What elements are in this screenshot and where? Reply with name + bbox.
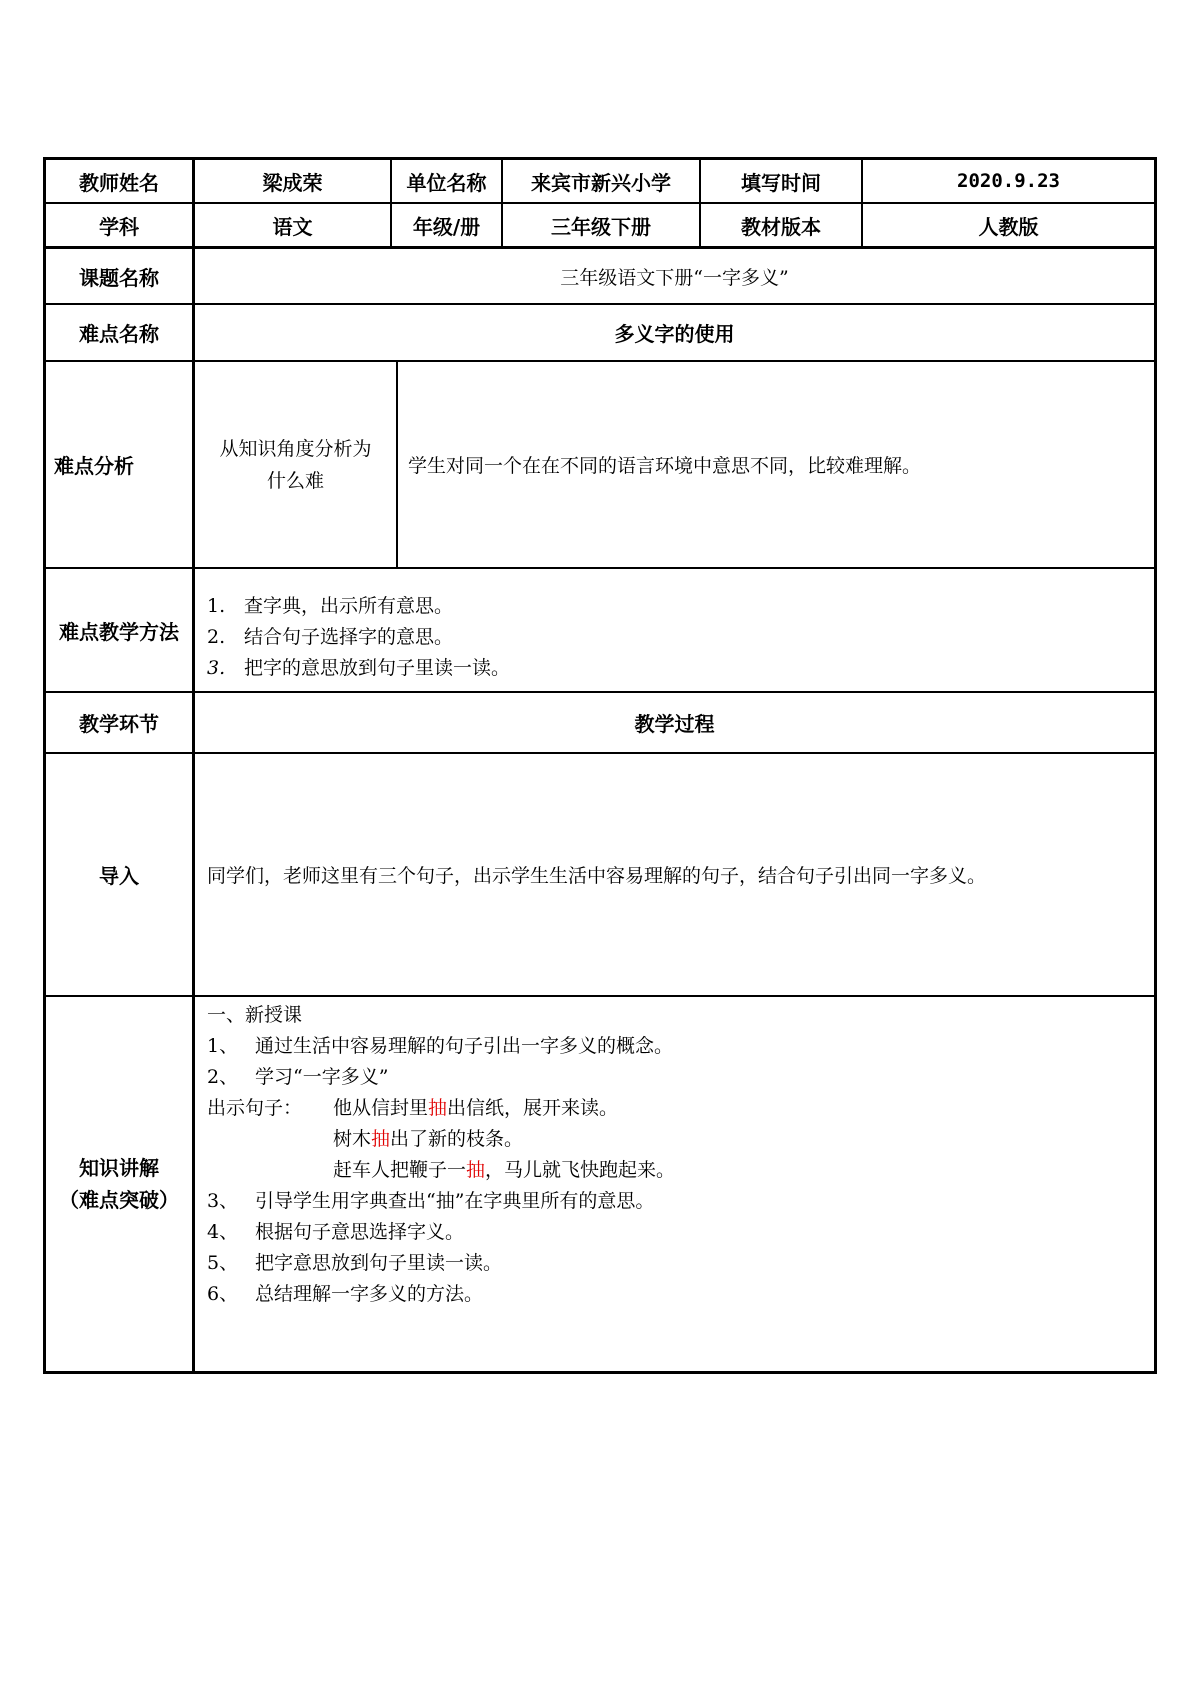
intro-label: 导入 <box>99 864 139 888</box>
method-item-text: 查字典，出示所有意思。 <box>244 595 454 617</box>
analysis-label: 难点分析 <box>54 454 134 478</box>
method-label: 难点教学方法 <box>59 619 179 644</box>
highlight-character: 抽 <box>371 1128 391 1150</box>
example-sentence <box>333 1155 675 1186</box>
grade-label: 年级/册 <box>412 214 481 239</box>
step-text: 学习“一字多义” <box>255 1066 389 1088</box>
step-text: 把字意思放到句子里读一读。 <box>255 1252 503 1274</box>
sentence-text: 他从信封里 <box>333 1097 429 1119</box>
knowledge-step <box>207 1279 483 1310</box>
step-number: 5、 <box>207 1252 239 1274</box>
knowledge-label-line-2: （难点突破） <box>59 1188 179 1212</box>
sentence-text: 赶车人把鞭子一 <box>333 1159 467 1181</box>
method-item-text: 把字的意思放到句子里读一读。 <box>244 657 511 679</box>
difficulty-label: 难点名称 <box>79 322 159 346</box>
knowledge-step <box>207 1031 673 1062</box>
knowledge-step <box>207 1217 464 1248</box>
step-text: 总结理解一字多义的方法。 <box>255 1283 484 1305</box>
method-item-number: 3. <box>207 657 226 679</box>
grade-value: 三年级下册 <box>551 214 651 239</box>
sentence-text: ，马儿就飞快跑起来。 <box>485 1159 676 1181</box>
sentence-text: 出了新的枝条。 <box>390 1128 524 1150</box>
step-text: 引导学生用字典查出“抽”在字典里所有的意思。 <box>255 1190 655 1212</box>
knowledge-step <box>207 1186 654 1217</box>
step-number: 4、 <box>207 1221 239 1243</box>
teacher-name-value: 梁成荣 <box>262 170 323 195</box>
analysis-sub-label-line-2: 什么难 <box>266 469 324 492</box>
sentence-text: 树木 <box>333 1128 372 1150</box>
process-header-value: 教学过程 <box>634 712 715 736</box>
unit-name-label: 单位名称 <box>406 170 487 195</box>
example-sentence <box>333 1124 523 1155</box>
knowledge-heading: 一、新授课 <box>207 1004 303 1026</box>
method-item-text: 结合句子选择字的意思。 <box>244 626 454 648</box>
knowledge-label-line-1: 知识讲解 <box>79 1156 159 1180</box>
method-item-number: 1. <box>207 595 226 617</box>
analysis-value: 学生对同一个在在不同的语言环境中意思不同，比较难理解。 <box>408 455 922 477</box>
step-number: 2、 <box>207 1066 239 1088</box>
knowledge-label <box>46 997 192 1371</box>
step-number: 1、 <box>207 1035 239 1057</box>
highlight-character: 抽 <box>466 1159 486 1181</box>
step-number: 3、 <box>207 1190 239 1212</box>
subject-label: 学科 <box>99 214 139 239</box>
knowledge-step <box>207 1248 502 1279</box>
method-item-number: 2. <box>207 626 226 648</box>
process-stage-label: 教学环节 <box>79 712 159 736</box>
subject-value: 语文 <box>272 214 313 239</box>
highlight-character: 抽 <box>428 1097 448 1119</box>
analysis-sub-label-line-1: 从知识角度分析为 <box>219 437 372 460</box>
method-item <box>207 591 453 622</box>
step-text: 根据句子意思选择字义。 <box>255 1221 465 1243</box>
analysis-sub-label <box>195 362 396 567</box>
edition-label: 教材版本 <box>741 214 821 239</box>
intro-value: 同学们，老师这里有三个句子，出示学生生活中容易理解的句子，结合句子引出同一字多义。 <box>207 865 987 887</box>
step-text: 通过生活中容易理解的句子引出一字多义的概念。 <box>255 1035 674 1057</box>
step-number: 6、 <box>207 1283 239 1305</box>
difficulty-value: 多义字的使用 <box>614 322 735 346</box>
topic-value: 三年级语文下册“一字多义” <box>560 266 789 289</box>
example-sentence <box>333 1093 618 1124</box>
teacher-name-label: 教师姓名 <box>79 170 159 195</box>
unit-name-value: 来宾市新兴小学 <box>531 170 671 195</box>
sentence-label: 出示句子： <box>207 1097 303 1119</box>
edition-value: 人教版 <box>978 214 1039 239</box>
knowledge-step <box>207 1062 388 1093</box>
fill-date-value: 2020.9.23 <box>957 170 1060 192</box>
fill-date-label: 填写时间 <box>741 170 821 195</box>
sentence-text: 出信纸，展开来读。 <box>447 1097 619 1119</box>
method-item <box>207 653 510 684</box>
method-item <box>207 622 453 653</box>
topic-label: 课题名称 <box>79 265 159 290</box>
